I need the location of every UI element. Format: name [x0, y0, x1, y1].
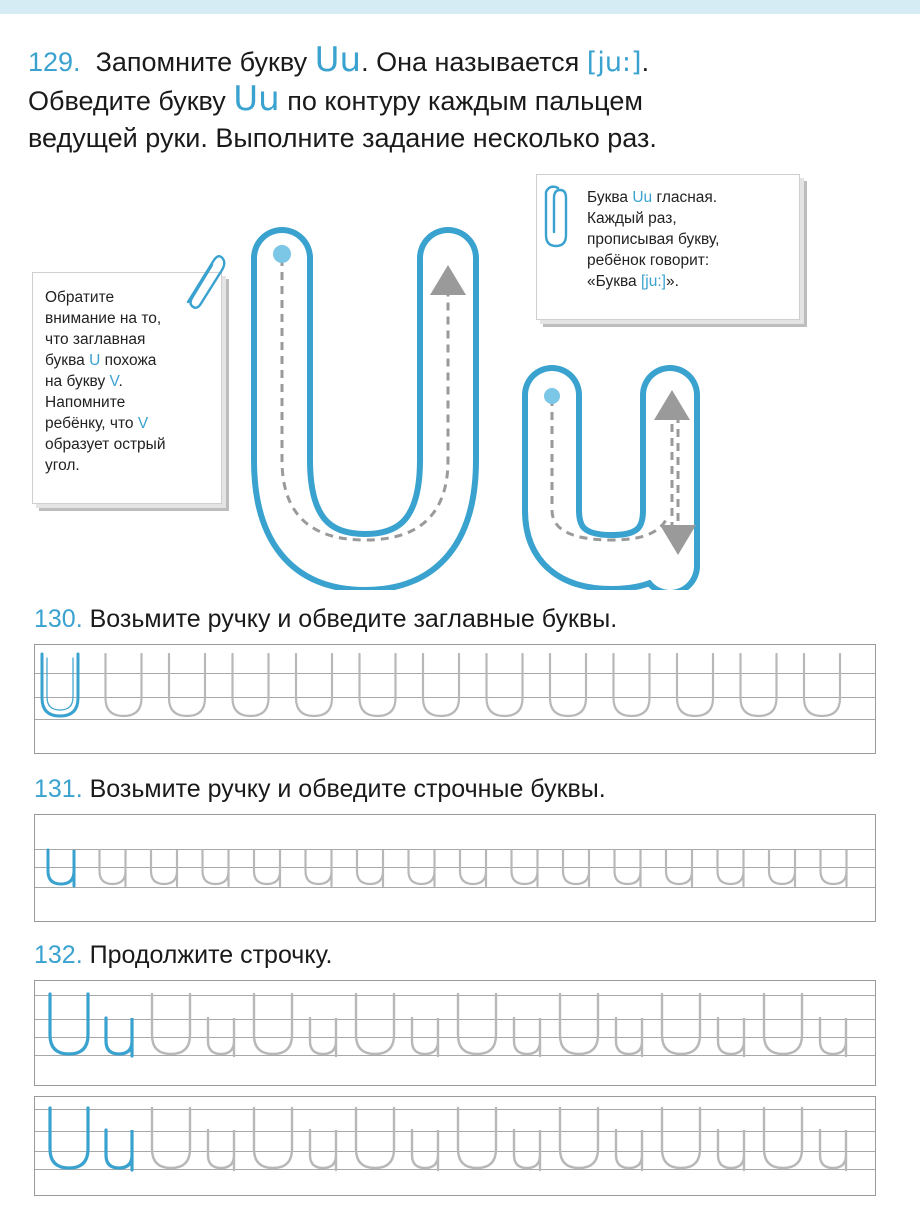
letter-tracing-figure — [240, 210, 720, 590]
trace-letter — [718, 1018, 744, 1056]
trace-letter — [423, 654, 459, 716]
note-text: гласная. — [656, 189, 718, 206]
note-text: прописывая букву, — [587, 231, 720, 248]
ex129-text-b: . Она называется — [361, 47, 580, 77]
trace-row-pairs — [34, 980, 876, 1086]
note-text: внимание на то, — [45, 310, 162, 327]
trace-letter — [662, 994, 700, 1054]
trace-letter — [409, 850, 435, 886]
trace-letter — [106, 654, 142, 716]
trace-letter — [764, 994, 802, 1054]
trace-letter — [203, 850, 229, 886]
letter-pair: Uu — [314, 40, 362, 80]
trace-letter — [233, 654, 269, 716]
trace-letter — [677, 654, 713, 716]
highlight-letter: V — [109, 373, 119, 390]
ex129-line-3: ведущей руки. Выполните задание несколько раз. — [28, 123, 657, 153]
trace-letter — [254, 1108, 292, 1168]
note-text: Напомните — [45, 394, 126, 411]
ex129-line-1 — [28, 42, 874, 81]
exercise-text: Возьмите ручку и обведите заглавные буквы. — [89, 605, 618, 633]
trace-letter — [47, 658, 73, 710]
ex129-line-2 — [28, 81, 874, 120]
note-text: образует острый — [45, 436, 166, 453]
trace-letter — [820, 1018, 846, 1056]
exercise-number: 132. — [34, 941, 83, 969]
note-text: ». — [665, 273, 679, 290]
trace-letter — [560, 994, 598, 1054]
trace-letter — [296, 654, 332, 716]
highlight-letter: Uu — [632, 189, 653, 206]
trace-letter — [458, 1108, 496, 1168]
paperclip-icon — [176, 250, 226, 310]
exercise-number: 129. — [28, 47, 81, 77]
trace-letter — [356, 1108, 394, 1168]
trace-row-capital — [34, 644, 876, 754]
highlight-letter: V — [137, 415, 149, 432]
trace-letter — [310, 1130, 336, 1170]
trace-letter — [100, 850, 126, 886]
trace-letter — [50, 1108, 88, 1168]
trace-letter — [514, 1130, 540, 1170]
trace-row-pairs — [34, 1096, 876, 1196]
lowercase-u-tracing — [544, 388, 678, 566]
trace-letter — [412, 1130, 438, 1170]
note-text — [587, 187, 789, 208]
note-text: Буква — [587, 189, 629, 206]
trace-letter — [514, 1018, 540, 1056]
trace-letter — [487, 654, 523, 716]
trace-letter — [254, 850, 280, 886]
ex129-text-d: по контуру каждым пальцем — [287, 86, 643, 116]
exercise-131-title — [34, 774, 606, 804]
note-text: Каждый раз, — [587, 210, 677, 227]
note-text — [45, 350, 211, 371]
trace-letter — [152, 1108, 190, 1168]
note-text: . — [118, 373, 123, 390]
trace-letter — [106, 1018, 132, 1056]
trace-letter — [616, 1018, 642, 1056]
trace-letter — [741, 654, 777, 716]
exercise-130-title — [34, 604, 617, 634]
note-text — [45, 413, 211, 434]
exercise-number: 130. — [34, 605, 83, 633]
trace-letter — [152, 994, 190, 1054]
page-top-band — [0, 0, 920, 14]
trace-letter — [560, 1108, 598, 1168]
trace-letter — [208, 1018, 234, 1056]
trace-letter — [764, 1108, 802, 1168]
trace-letter — [820, 1130, 846, 1170]
trace-letter — [106, 1130, 132, 1170]
note-text: что заглавная — [45, 331, 146, 348]
trace-letter — [169, 654, 205, 716]
trace-letter — [550, 654, 586, 716]
trace-letter — [310, 1018, 336, 1056]
trace-letter — [306, 850, 332, 886]
trace-letter — [356, 994, 394, 1054]
note-text: ребёнку, что — [45, 415, 134, 432]
trace-letter — [458, 994, 496, 1054]
trace-letter — [769, 850, 795, 886]
trace-letter — [412, 1018, 438, 1056]
start-dot — [273, 245, 291, 263]
pronunciation: [ju:] — [586, 47, 642, 78]
note-text: похожа — [104, 352, 157, 369]
trace-letter — [563, 850, 589, 886]
note-text: буква — [45, 352, 85, 369]
trace-letter — [357, 850, 383, 886]
trace-letter — [615, 850, 641, 886]
exercise-text: Продолжите строчку. — [89, 941, 333, 969]
trace-letter — [718, 1130, 744, 1170]
trace-letter — [50, 994, 88, 1054]
exercise-text: Возьмите ручку и обведите строчные буквы. — [89, 775, 606, 803]
note-text: ребёнок говорит: — [587, 252, 710, 269]
trace-letter — [460, 850, 486, 886]
trace-letter — [718, 850, 744, 886]
ex129-text-end: . — [641, 47, 650, 77]
trace-letter — [666, 850, 692, 886]
trace-letter — [254, 994, 292, 1054]
pronunciation: [ju:] — [640, 273, 666, 290]
trace-letter — [821, 850, 847, 886]
note-text: угол. — [45, 457, 80, 474]
trace-letter — [662, 1108, 700, 1168]
note-text: Обратите — [45, 289, 115, 306]
exercise-129-text — [28, 42, 874, 157]
trace-letter — [614, 654, 650, 716]
exercise-number: 131. — [34, 775, 83, 803]
ex129-text-a: Запомните букву — [95, 47, 308, 77]
ex129-text-c: Обведите букву — [28, 86, 226, 116]
trace-letter — [804, 654, 840, 716]
trace-letter — [360, 654, 396, 716]
trace-row-lowercase — [34, 814, 876, 922]
letter-pair: Uu — [233, 79, 280, 119]
highlight-letter: U — [89, 352, 101, 369]
note-text: на букву — [45, 373, 106, 390]
trace-letter — [208, 1130, 234, 1170]
start-dot — [544, 388, 560, 404]
note-text: «Буква — [587, 273, 637, 290]
trace-letter — [48, 850, 74, 886]
note-text — [45, 371, 211, 392]
exercise-132-title — [34, 940, 332, 970]
capital-u-tracing — [273, 245, 448, 562]
trace-letter — [512, 850, 538, 886]
trace-letter — [616, 1130, 642, 1170]
trace-letter — [151, 850, 177, 886]
